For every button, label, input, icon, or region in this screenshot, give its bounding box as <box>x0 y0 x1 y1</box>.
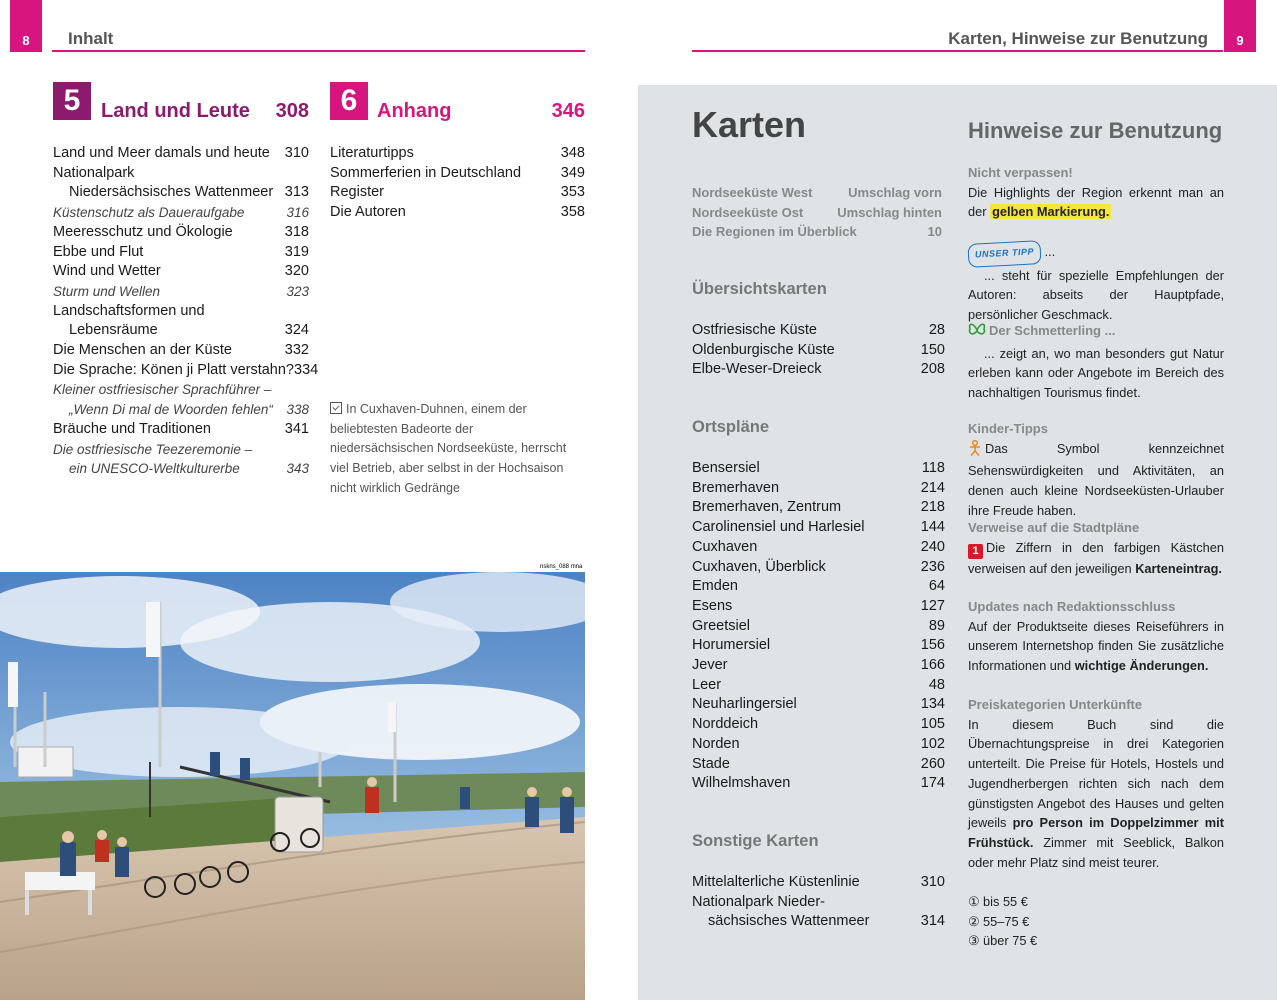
price-levels <box>968 892 1224 951</box>
right-page <box>638 0 1277 1000</box>
map-row[interactable] <box>692 676 945 696</box>
map-title: Stade <box>692 755 730 772</box>
toc-row[interactable] <box>53 321 309 341</box>
toc-title: Niedersächsisches Wattenmeer <box>69 184 274 201</box>
map-page: Umschlag hinten <box>837 204 942 220</box>
toc-title: ein UNESCO-Weltkulturerbe <box>69 461 240 477</box>
toc-page: 319 <box>284 243 309 260</box>
toc-title: Kleiner ostfriesischer Sprachführer – <box>53 382 272 398</box>
toc-page: 341 <box>284 420 309 437</box>
map-title: Horumersiel <box>692 637 771 654</box>
hint-title: Verweise auf die Stadtpläne <box>968 520 1140 535</box>
toc-row[interactable] <box>53 144 309 164</box>
toc-page: 358 <box>560 204 585 221</box>
price-level: ③ über 75 € <box>968 933 1038 949</box>
map-title: Bensersiel <box>692 460 760 476</box>
toc-row[interactable] <box>53 183 309 203</box>
toc-page: 353 <box>560 184 585 201</box>
hint-text: Auf der Produktseite dieses Reiseführers in unserem Internetshop finden Sie zusätzliche Informationen und <box>968 618 1224 674</box>
toc-row[interactable] <box>53 459 309 479</box>
hint-text: ... steht für spezielle Empfehlungen der Autoren: abseits der Hauptpfade, persönlicher Geschmack. <box>968 267 1224 323</box>
toc-chapter-6 <box>330 144 585 223</box>
header-rule <box>692 50 1223 52</box>
map-title: Jever <box>692 657 728 674</box>
toc-row[interactable] <box>53 262 309 282</box>
hint-kinder <box>968 419 1224 521</box>
map-row[interactable] <box>692 222 942 242</box>
toc-title: Nationalpark <box>53 164 135 181</box>
map-row[interactable] <box>692 203 942 223</box>
map-title: Norden <box>692 735 740 752</box>
hint-text: ... zeigt an, wo man besonders gut Natur erleben kann oder Angebote im Bereich des nachhaltigen Tourismus findet. <box>968 345 1224 401</box>
toc-page: 310 <box>284 145 309 161</box>
map-title: Elbe-Weser-Dreieck <box>692 361 822 378</box>
page-number: 9 <box>1224 0 1256 52</box>
map-title: Leer <box>692 676 722 693</box>
promenade-photo <box>0 572 585 1000</box>
map-title: Nordseeküste West <box>692 185 813 200</box>
map-title: Cuxhaven <box>692 538 758 555</box>
toc-row[interactable] <box>53 243 309 263</box>
toc-page: 338 <box>286 402 309 418</box>
toc-title: Sturm und Wellen <box>53 283 161 299</box>
butterfly-icon <box>968 322 986 344</box>
map-title: Bremerhaven <box>692 479 780 496</box>
map-ref-badge: 1 <box>968 544 983 559</box>
toc-page: 323 <box>286 283 309 299</box>
toc-page: 324 <box>284 322 309 339</box>
map-row[interactable] <box>692 459 945 479</box>
toc-title: Register <box>330 184 384 201</box>
map-title: sächsisches Wattenmeer <box>708 913 870 930</box>
map-page: 150 <box>920 341 945 358</box>
uebersicht-list <box>692 321 945 380</box>
hint-highlights <box>968 163 1224 222</box>
map-page: 310 <box>920 874 945 890</box>
hint-text: Zimmer mit Seeblick, Balkon oder mehr Platz sind meist teurer. <box>968 834 1224 870</box>
hint-text: Das Symbol kennzeichnet Sehenswürdigkeiten und Aktivitäten, an denen auch kleine Nordseeküsten-Urlauber ihre Freude haben. <box>968 440 1224 518</box>
map-row[interactable] <box>692 912 945 932</box>
header-title: Inhalt <box>68 29 114 48</box>
chapter-5-title: Land und Leute <box>101 100 250 122</box>
chapter-5-page: 308 <box>275 100 309 122</box>
toc-page: 320 <box>284 263 309 280</box>
map-page: 174 <box>920 775 945 792</box>
map-row[interactable] <box>692 183 942 203</box>
toc-row[interactable] <box>53 380 309 400</box>
toc-row[interactable] <box>53 223 309 243</box>
map-row[interactable] <box>692 518 945 538</box>
map-page: 144 <box>920 519 945 536</box>
photo-caption <box>330 400 580 499</box>
toc-title: Landschaftsformen und <box>53 302 205 319</box>
map-row[interactable] <box>692 735 945 755</box>
toc-row[interactable] <box>53 164 309 184</box>
toc-row[interactable] <box>330 144 585 164</box>
hint-updates <box>968 597 1224 676</box>
map-page: 218 <box>920 499 945 516</box>
map-page: 10 <box>927 224 942 240</box>
toc-row[interactable] <box>53 341 309 361</box>
chapter-6-page: 346 <box>551 100 585 122</box>
map-page: 236 <box>920 558 945 575</box>
map-page: 48 <box>928 676 945 693</box>
highlight-marker: gelben Markierung. <box>992 204 1110 220</box>
map-page: 240 <box>920 538 945 555</box>
toc-title: „Wenn Di mal de Woorden fehlen“ <box>69 402 273 418</box>
toc-chapter-5 <box>53 144 319 479</box>
map-title: Norddeich <box>692 716 759 733</box>
map-title: Nationalpark Nieder- <box>692 893 825 910</box>
tipp-ellipsis: ... <box>1044 244 1056 259</box>
map-row[interactable] <box>692 498 945 518</box>
toc-title: Wind und Wetter <box>53 263 161 280</box>
map-title: Emden <box>692 578 738 595</box>
left-page <box>0 0 638 1000</box>
map-row[interactable] <box>692 636 945 656</box>
map-row[interactable] <box>692 873 945 893</box>
hint-text: Die Highlights der Region erkennt man an der <box>968 184 1224 220</box>
map-page: 102 <box>920 735 945 752</box>
cover-maps-list <box>692 183 942 242</box>
sonstige-heading: Sonstige Karten <box>692 832 819 850</box>
chapter-6-number: 6 <box>330 82 368 120</box>
toc-title: Küstenschutz als Daueraufgabe <box>53 205 245 221</box>
caption-checkbox-icon <box>330 402 342 414</box>
price-level: ② 55–75 € <box>968 913 1030 929</box>
toc-title: Die Menschen an der Küste <box>53 342 232 359</box>
chapter-6-title: Anhang <box>377 100 452 122</box>
map-row[interactable] <box>692 479 945 499</box>
hint-preise <box>968 695 1224 951</box>
ortsplaene-list <box>692 459 945 794</box>
map-page: 64 <box>928 578 945 595</box>
map-page: 134 <box>920 696 945 713</box>
hint-bold: wichtige Änderungen. <box>1074 658 1209 674</box>
uebersicht-heading: Übersichtskarten <box>692 280 827 298</box>
chapter-5-number: 5 <box>53 82 91 120</box>
toc-row[interactable] <box>330 203 585 223</box>
toc-page: 334 <box>294 361 319 378</box>
map-title: Die Regionen im Überblick <box>692 224 857 240</box>
price-level: ① bis 55 € <box>968 894 1028 910</box>
toc-page: 348 <box>560 145 585 161</box>
toc-title: Bräuche und Traditionen <box>53 420 211 437</box>
map-page: 89 <box>928 617 945 634</box>
map-title: Nordseeküste Ost <box>692 204 804 220</box>
map-row[interactable] <box>692 577 945 597</box>
toc-row[interactable] <box>330 164 585 184</box>
map-page: 28 <box>928 322 945 338</box>
map-title: Neuharlingersiel <box>692 696 797 713</box>
map-row[interactable] <box>692 597 945 617</box>
map-row[interactable] <box>692 774 945 794</box>
hint-title: Updates nach Redaktionsschluss <box>968 599 1176 614</box>
map-row[interactable] <box>692 321 945 341</box>
toc-title: Meeresschutz und Ökologie <box>53 223 233 240</box>
hint-title: Der Schmetterling ... <box>989 323 1116 338</box>
map-title: Esens <box>692 597 733 614</box>
child-icon <box>968 440 982 462</box>
map-row[interactable] <box>692 341 945 361</box>
map-page: 118 <box>921 460 945 476</box>
toc-title: Die Autoren <box>330 204 406 221</box>
toc-row[interactable] <box>53 282 309 302</box>
map-page: 156 <box>920 637 945 654</box>
toc-page: 343 <box>286 461 309 477</box>
toc-row[interactable] <box>53 361 319 381</box>
map-row[interactable] <box>692 617 945 637</box>
hinweise-heading: Hinweise zur Benutzung <box>968 118 1223 143</box>
map-row[interactable] <box>692 558 945 578</box>
page-number: 8 <box>10 0 42 52</box>
toc-row[interactable] <box>53 302 309 322</box>
caption-text: In Cuxhaven-Duhnen, einem der beliebtesten Badeorte der niedersächsischen Nordseeküste, herrscht viel Betrieb, aber selbst in der Hochsaison nicht wirklich Gedränge <box>330 402 567 495</box>
toc-page: 349 <box>560 164 585 181</box>
map-title: Bremerhaven, Zentrum <box>692 499 842 516</box>
toc-title: Ebbe und Flut <box>53 243 144 260</box>
hint-verweise <box>968 518 1224 578</box>
unser-tipp-logo: UNSER TIPP <box>967 240 1041 267</box>
hint-schmetterling <box>968 321 1224 403</box>
hint-title: Kinder-Tipps <box>968 421 1048 436</box>
toc-row[interactable] <box>53 440 309 460</box>
map-row[interactable] <box>692 715 945 735</box>
hint-title: Nicht verpassen! <box>968 165 1073 180</box>
toc-row[interactable] <box>53 203 309 223</box>
map-page: 214 <box>920 479 945 496</box>
photo-credit: nskns_088 mna <box>540 564 583 570</box>
map-title: Ostfriesische Küste <box>692 322 817 338</box>
ortsplaene-heading: Ortspläne <box>692 418 770 436</box>
map-title: Greetsiel <box>692 617 751 634</box>
hint-unser-tipp <box>968 242 1224 325</box>
toc-page: 318 <box>284 223 309 240</box>
map-row[interactable] <box>692 538 945 558</box>
hint-bold: pro Person im Doppelzimmer mit Frühstück. <box>968 815 1224 850</box>
hint-text: Die Ziffern in den farbigen Kästchen verweisen auf den jeweiligen <box>968 539 1224 576</box>
map-page: 127 <box>920 597 945 614</box>
toc-title: Sommerferien in Deutschland <box>330 164 522 181</box>
toc-title: Die ostfriesische Teezeremonie – <box>53 441 253 457</box>
map-page: 105 <box>920 716 945 733</box>
map-row[interactable] <box>692 656 945 676</box>
toc-page: 316 <box>286 205 309 221</box>
toc-page: 332 <box>284 342 309 359</box>
toc-title: Die Sprache: Könen ji Platt verstahn? <box>53 361 294 378</box>
sonstige-list <box>692 873 945 932</box>
map-row[interactable] <box>692 695 945 715</box>
map-row[interactable] <box>692 755 945 775</box>
map-page: 166 <box>920 657 945 674</box>
map-page: Umschlag vorn <box>848 185 942 200</box>
toc-row[interactable] <box>53 400 309 420</box>
toc-title: Literaturtipps <box>330 145 414 161</box>
map-title: Oldenburgische Küste <box>692 341 835 358</box>
map-title: Wilhelmshaven <box>692 775 791 792</box>
karten-heading: Karten <box>692 104 807 145</box>
map-page: 314 <box>920 913 945 930</box>
map-title: Cuxhaven, Überblick <box>692 558 826 575</box>
map-title: Mittelalterliche Küstenlinie <box>692 874 860 890</box>
header-title: Karten, Hinweise zur Benutzung <box>948 29 1208 48</box>
map-page: 260 <box>920 755 945 772</box>
toc-row[interactable] <box>330 183 585 203</box>
toc-title: Lebensräume <box>69 322 158 339</box>
map-row[interactable] <box>692 893 945 913</box>
toc-page: 313 <box>284 184 309 201</box>
hint-title: Preiskategorien Unterkünfte <box>968 697 1143 712</box>
toc-title: Land und Meer damals und heute <box>53 145 270 161</box>
hint-text: In diesem Buch sind die Übernachtungspreise in drei Kategorien unterteilt. Die Preise für Hotels, Hostels und Jugendherbergen richten sich nach dem günstigsten Angebot des Hauses und gelten jeweils <box>968 716 1224 831</box>
map-row[interactable] <box>692 360 945 380</box>
hint-bold: Karteneintrag. <box>1135 560 1222 576</box>
map-title: Carolinensiel und Harlesiel <box>692 519 865 536</box>
map-page: 208 <box>920 361 945 378</box>
header-rule <box>52 50 585 52</box>
toc-row[interactable] <box>53 420 309 440</box>
